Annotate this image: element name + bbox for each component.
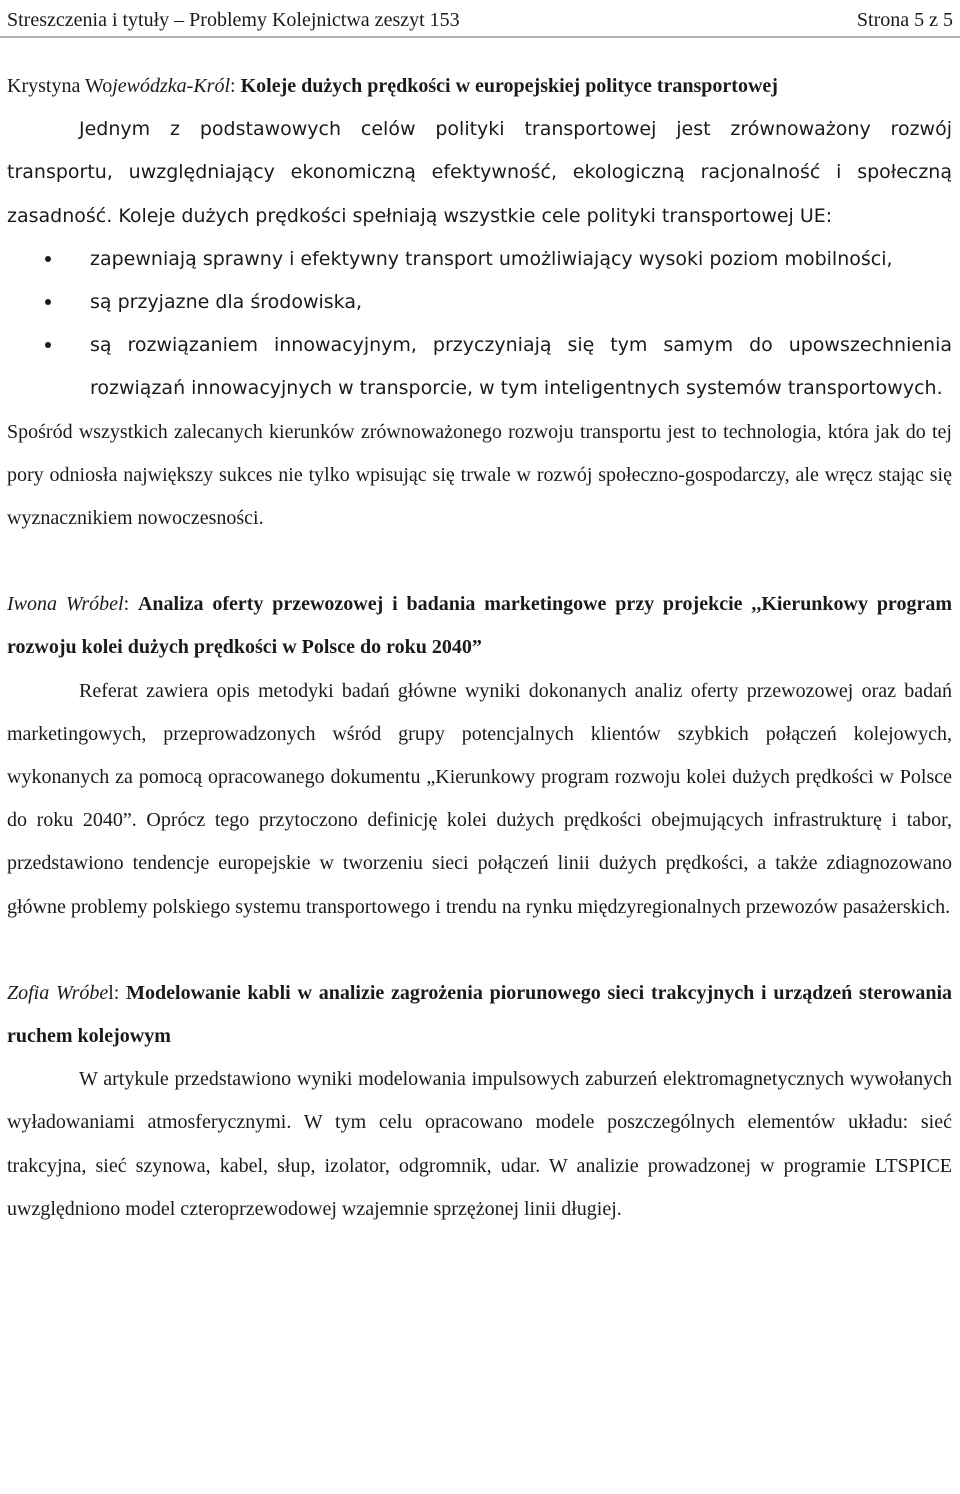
page-header: [7, 6, 953, 36]
article-3-paragraph: W artykule przedstawiono wyniki modelowania impulsowych zaburzeń elektromagnetycznych wywołanych wyładowaniami atmosferycznymi. W tym celu opracowano modele poszczególnych elementów układu: sieć trakcyjna, sieć szynowa, kabel, słup, izolator, odgromnik, udar. W analizie prowadzonej w programie LTSPICE uwzględniono model czteroprzewodowej wzajemnie sprzężonej linii długiej.: [7, 1068, 952, 1220]
spacer: [7, 929, 952, 972]
list-item: [7, 324, 952, 410]
author-rest: jewódzka-Król: [112, 75, 231, 97]
bullet-text: są rozwiązaniem innowacyjnym, przyczyniają się tym samym do upowszechnienia rozwiązań innowacyjnych w transporcie, w tym inteligentnych systemów transportowych.: [90, 334, 952, 400]
spacer: [7, 540, 952, 583]
para1-tail: Koleje dużych prędkości spełniają wszystkie cele polityki transportowej UE:: [112, 204, 833, 227]
article-1-author: [7, 75, 230, 97]
article-3-author: [7, 982, 114, 1004]
header-divider: [0, 36, 960, 38]
article-1-title: Koleje dużych prędkości w europejskiej polityce transportowej: [240, 75, 778, 97]
bullet-icon: [45, 342, 51, 348]
author-italic: Zofia Wróbe: [7, 981, 109, 1004]
article-2-author: Iwona Wróbel: [7, 593, 124, 616]
colon: :: [123, 593, 130, 616]
bullet-text: są przyjazne dla środowiska,: [90, 291, 363, 314]
author-first: Krystyna Wo: [7, 75, 113, 97]
article-1-bullet-list: [7, 238, 952, 411]
header-title: Streszczenia i tytuły – Problemy Kolejnictwa zeszyt 153: [7, 9, 460, 31]
list-item: [7, 238, 952, 281]
article-1-heading: [7, 65, 952, 108]
bullet-text: zapewniają sprawny i efektywny transport umożliwiający wysoki poziom mobilności,: [90, 247, 893, 270]
page-number: Strona 5 z 5: [856, 9, 953, 31]
article-1-paragraph-1: [7, 108, 952, 238]
bullet-icon: [45, 299, 51, 305]
article-2-title: Analiza oferty przewozowej i badania marketingowe przy projekcie ,,Kierunkowy program rozwoju kolei dużych prędkości w Polsce do roku 2040”: [7, 593, 952, 659]
author-plain: l: [108, 981, 114, 1004]
article-3-title: Modelowanie kabli w analizie zagrożenia piorunowego sieci trakcyjnych i urządzeń sterowania ruchem kolejowym: [7, 981, 952, 1048]
document-body: [7, 64, 952, 1231]
list-item: [7, 281, 952, 324]
article-3-heading: [7, 972, 952, 1058]
article-2-paragraph: Referat zawiera opis metodyki badań główne wyniki dokonanych analiz oferty przewozowej oraz badań marketingowych, przeprowadzonych wśród grupy potencjalnych klientów szybkich połączeń kolejowych, wykonanych za pomocą opracowanego dokumentu „Kierunkowy program rozwoju kolei dużych prędkości w Polsce do roku 2040”. Oprócz tego przytoczono definicję kolei dużych prędkości obejmujących infrastrukturę i tabor, przedstawiono tendencje europejskie w tworzeniu sieci połączeń linii dużych prędkości, a także zdiagnozowano główne problemy polskiego systemu transportowego i trendu na rynku międzyregionalnych przewozów pasażerskich.: [7, 679, 952, 918]
article-2-heading: [7, 583, 952, 669]
article-1-paragraph-2: Spośród wszystkich zalecanych kierunków zrównoważonego rozwoju transportu jest to technologia, która jak do tej pory odniosła największy sukces nie tylko wpisując się trwale w rozwój społeczno-gospodarczy, ale wręcz stając się wyznacznikiem nowoczesności.: [7, 420, 952, 530]
bullet-icon: [45, 256, 51, 262]
para1-main: Jednym z podstawowych celów polityki transportowej jest zrównoważony rozwój transportu, uwzględniający ekonomiczną efektywność, ekologiczną racjonalność i społeczną zasadność.: [7, 118, 952, 227]
colon: :: [230, 75, 236, 97]
colon: :: [113, 981, 120, 1004]
